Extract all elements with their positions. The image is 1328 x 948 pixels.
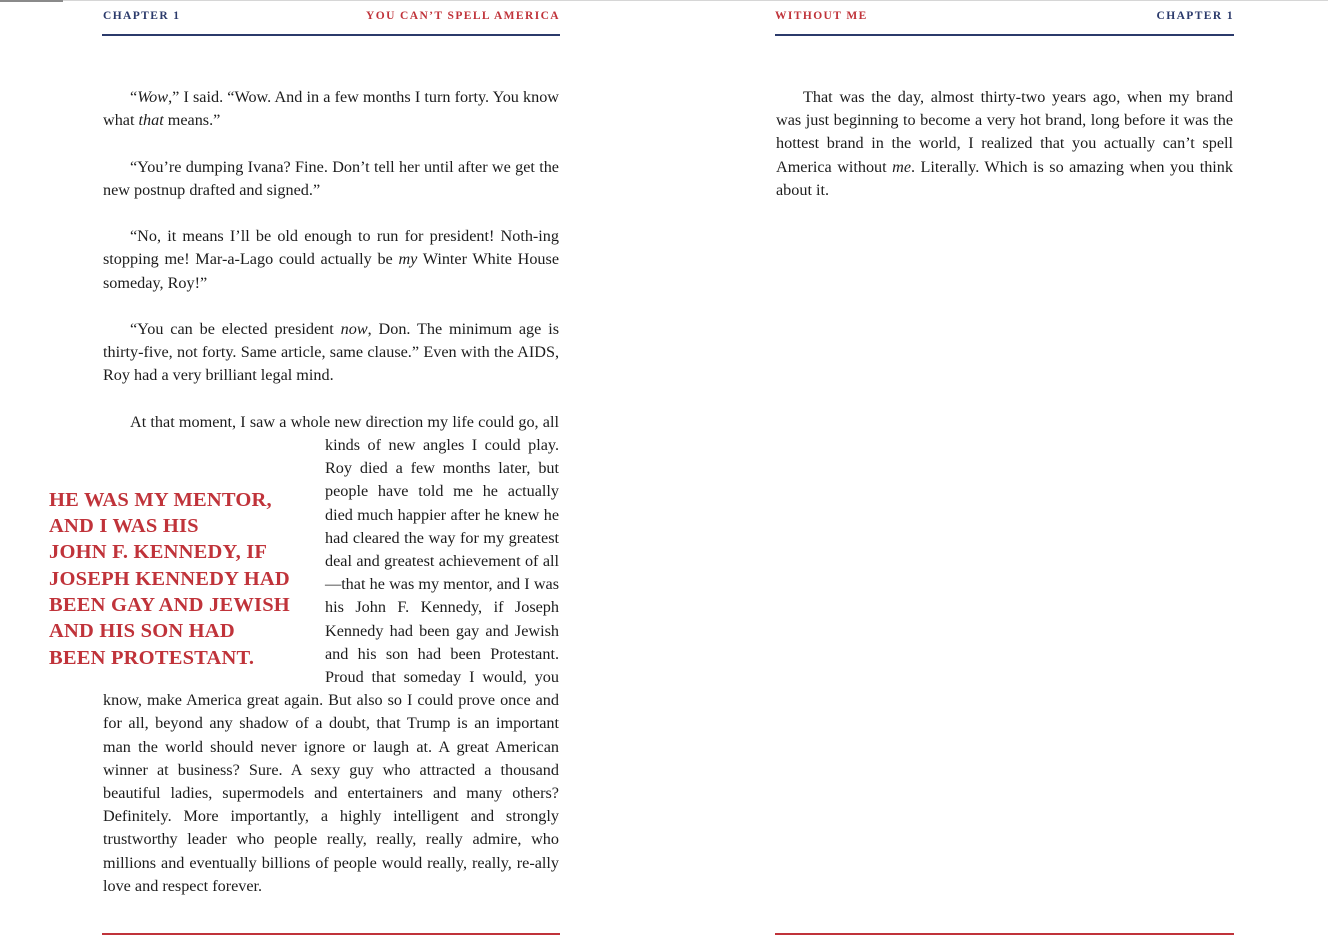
pull-quote (49, 457, 303, 679)
paragraph (103, 156, 559, 202)
right-header-rule (775, 34, 1234, 36)
text-run: That was the day, almost thirty-two years ago, when my brand was just beginning to become a very hot brand, long before it was the hottest brand in the world, I realized that you actually can’t spell America without (776, 88, 1233, 176)
pull-quote-line: JOHN F. KENNEDY, IF (49, 541, 268, 564)
right-body-text (776, 86, 1233, 202)
pull-quote-line: AND I WAS HIS (49, 515, 199, 538)
paragraph (103, 86, 559, 132)
window-top-border (0, 0, 1328, 1)
text-run: Winter White House someday, Roy!” (103, 250, 560, 292)
left-footer-rule (102, 933, 560, 935)
text-run: At that moment, I saw a whole new direction my life could go, all kinds of new angles I could play. Roy died a few months later, but people have told me he actually died much happier after he knew he had cleared the way for my greatest deal and greatest achievement of all—that he was my mentor, and I was his John F. Kennedy, if Joseph Kennedy had been gay and Jewish and his son had been Protestant. Proud that someday I would, you know, make America great again. But also so I could prove once and for all, beyond any shadow of a doubt, that Trump is an important man the world should never ignore or laugh at. A great American winner at business? Sure. A sexy guy who attracted a thousand beautiful ladies, supermodels and entertainers and many others? Definitely. More importantly, a highly intelligent and strongly trustworthy leader who people really, really, really admire, who millions and eventually billions of people would really, really, re-ally love and respect forever. (103, 412, 559, 895)
italic-text: my (398, 250, 418, 269)
layout-spacer (102, 411, 103, 457)
window-top-tab-indicator (0, 0, 63, 2)
pull-quote-line: JOSEPH KENNEDY HAD (49, 567, 290, 590)
text-run: , Don. The minimum age is thirty-five, not forty. Same article, same clause.” Even with the AIDS, Roy had a very brilliant legal mind. (103, 319, 559, 385)
text-run: “ (130, 88, 138, 106)
left-body-text (49, 86, 560, 898)
text-run: ,” I said. “Wow. And in a few months I turn forty. You know what (103, 88, 559, 130)
italic-text: that (138, 111, 164, 130)
italic-text: now (340, 319, 368, 338)
paragraph (49, 411, 559, 898)
pull-quote-line: AND HIS SON HAD (49, 620, 235, 643)
pull-quote-line: BEEN GAY AND JEWISH (49, 593, 290, 616)
text-run: means.” (163, 111, 221, 130)
right-chapter-label: CHAPTER 1 (1156, 10, 1234, 22)
paragraph (776, 86, 1233, 202)
text-run: “You can be elected president (130, 319, 341, 338)
right-footer-rule (775, 933, 1234, 935)
left-running-title: YOU CAN’T SPELL AMERICA (366, 10, 560, 22)
paragraph (103, 225, 559, 295)
right-running-title: WITHOUT ME (775, 10, 868, 22)
text-run: . Literally. Which is so amazing when you think about it. (776, 157, 1233, 199)
italic-text: Wow (137, 88, 169, 106)
italic-text: me (892, 157, 911, 176)
text-run: “You’re dumping Ivana? Fine. Don’t tell her until after we get the new postnup drafted and signed.” (103, 157, 559, 199)
paragraph (103, 318, 559, 388)
left-chapter-label: CHAPTER 1 (103, 10, 181, 22)
text-run: “No, it means I’ll be old enough to run for president! Noth-ing stopping me! Mar-a-Lago could actually be (103, 227, 559, 269)
left-header-rule (102, 34, 560, 36)
pull-quote-line: HE WAS MY MENTOR, (49, 488, 272, 511)
pull-quote-line: BEEN PROTESTANT. (49, 646, 255, 669)
